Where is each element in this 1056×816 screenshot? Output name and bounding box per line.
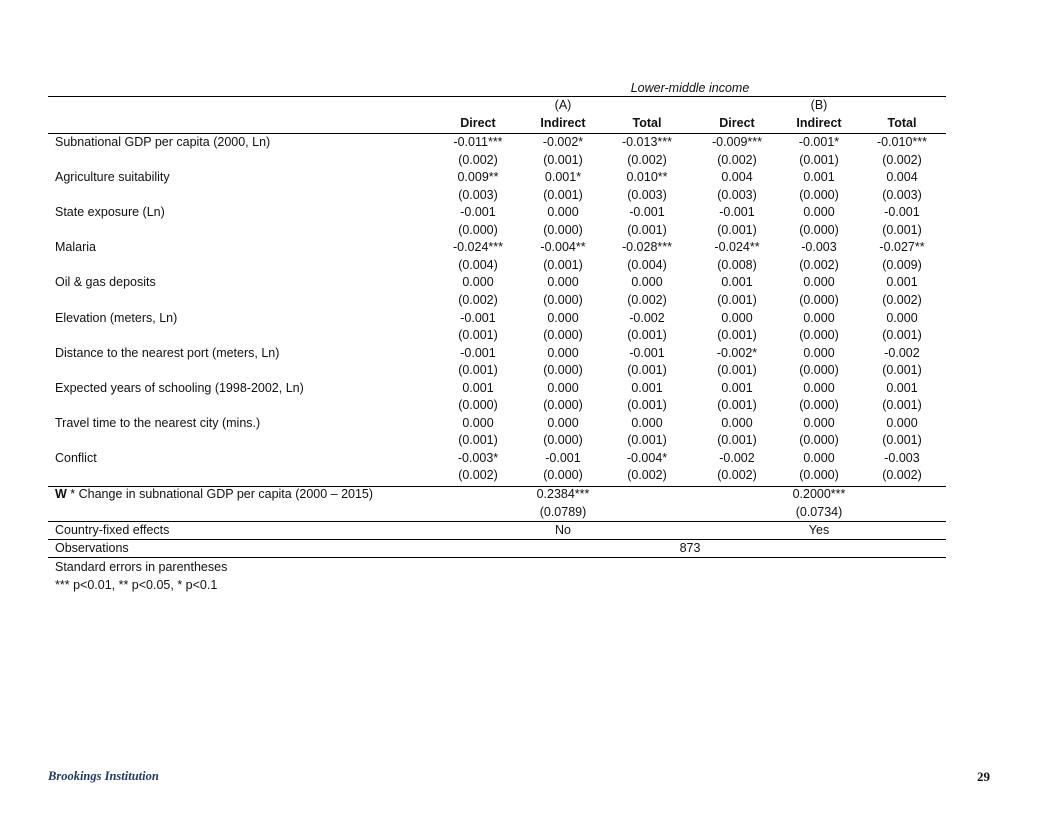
standard-error-cell: (0.002) (882, 152, 922, 167)
coefficient-cell: 0.000 (803, 310, 835, 325)
variable-label: Elevation (meters, Ln) (55, 310, 178, 325)
standard-error-cell: (0.001) (882, 328, 922, 342)
coefficient-cell: 0.000 (547, 345, 579, 360)
standard-error-cell: (0.001) (458, 328, 498, 342)
column-header: Total (887, 116, 917, 130)
w-row-text: * Change in subnational GDP per capita (2000 – 2015) (66, 487, 374, 501)
w-coef-b: 0.2000*** (792, 487, 846, 501)
coefficient-cell: 0.010** (626, 170, 668, 185)
standard-error-cell: (0.002) (458, 152, 498, 167)
variable-label: State exposure (Ln) (55, 205, 165, 220)
standard-error-cell: (0.001) (627, 328, 667, 342)
variable-label: Agriculture suitability (55, 170, 170, 185)
standard-error-cell: (0.001) (717, 433, 757, 448)
coefficient-cell: -0.001 (629, 205, 665, 220)
standard-error-cell: (0.001) (882, 433, 922, 448)
w-se-a: (0.0789) (539, 504, 587, 519)
coefficient-cell: -0.011*** (453, 135, 503, 149)
coefficient-cell: 0.000 (547, 275, 579, 290)
coefficient-cell: 0.001 (886, 380, 918, 395)
standard-error-cell: (0.002) (458, 292, 498, 307)
coefficient-cell: -0.028*** (621, 240, 673, 255)
coefficient-cell: 0.000 (886, 415, 918, 430)
standard-error-cell: (0.000) (799, 328, 839, 342)
standard-error-cell: (0.000) (543, 328, 583, 342)
coefficient-cell: -0.009*** (711, 135, 763, 149)
standard-error-cell: (0.001) (458, 363, 498, 378)
coefficient-cell: -0.001 (719, 205, 755, 220)
standard-error-cell: (0.000) (799, 468, 839, 483)
coefficient-cell: 0.000 (803, 205, 835, 220)
variable-label: Expected years of schooling (1998-2002, Ln) (55, 380, 304, 395)
variable-label: Oil & gas deposits (55, 275, 156, 290)
w-row-label (55, 486, 435, 504)
column-header: Indirect (796, 116, 842, 130)
standard-error-cell: (0.001) (799, 152, 839, 167)
column-header: Total (632, 116, 662, 130)
coefficient-cell: -0.027** (879, 240, 925, 255)
coefficient-cell: 0.004 (721, 170, 753, 185)
variable-label: Distance to the nearest port (meters, Ln) (55, 345, 280, 360)
standard-error-cell: (0.001) (882, 222, 922, 237)
standard-error-cell: (0.004) (627, 257, 667, 272)
coefficient-cell: 0.000 (547, 415, 579, 430)
standard-error-cell: (0.004) (458, 257, 498, 272)
coefficient-cell: -0.003 (884, 450, 920, 465)
standard-error-cell: (0.001) (717, 222, 757, 237)
coefficient-cell: -0.001 (884, 205, 920, 220)
coefficient-cell: 0.001 (803, 170, 835, 185)
standard-error-cell: (0.000) (799, 222, 839, 237)
coefficient-cell: 0.001 (886, 275, 918, 290)
coefficient-cell: -0.002 (629, 310, 665, 325)
column-header: Direct (719, 116, 755, 130)
standard-error-cell: (0.002) (458, 468, 498, 483)
panel-a-label: (A) (554, 98, 572, 112)
standard-error-cell: (0.003) (717, 187, 757, 202)
coefficient-cell: -0.001 (460, 345, 496, 360)
standard-error-cell: (0.000) (543, 363, 583, 378)
coefficient-cell: 0.004 (886, 170, 918, 185)
w-se-b: (0.0734) (795, 504, 843, 519)
coefficient-cell: -0.002* (716, 345, 758, 360)
coefficient-cell: -0.003* (457, 450, 499, 465)
standard-error-cell: (0.001) (717, 328, 757, 342)
coefficient-cell: 0.000 (886, 310, 918, 325)
coefficient-cell: -0.003 (801, 240, 837, 255)
coefficient-cell: 0.000 (462, 275, 494, 290)
standard-error-cell: (0.000) (543, 292, 583, 307)
standard-error-cell: (0.001) (882, 363, 922, 378)
page-number: 29 (977, 769, 990, 784)
coefficient-cell: -0.002 (719, 450, 755, 465)
fixed-effects-a: No (555, 523, 571, 537)
coefficient-cell: 0.001 (721, 380, 753, 395)
variable-label: Conflict (55, 450, 97, 465)
standard-error-cell: (0.001) (458, 433, 498, 448)
coefficient-cell: 0.000 (803, 380, 835, 395)
panel-b-label: (B) (810, 98, 828, 112)
coefficient-cell: -0.002 (884, 345, 920, 360)
standard-error-cell: (0.001) (543, 152, 583, 167)
standard-error-cell: (0.001) (627, 398, 667, 413)
coefficient-cell: -0.001* (798, 135, 840, 149)
observations-label: Observations (55, 541, 129, 555)
standard-error-cell: (0.009) (882, 257, 922, 272)
variable-label: Malaria (55, 240, 96, 255)
w-symbol: W (55, 487, 67, 501)
coefficient-cell: 0.000 (462, 415, 494, 430)
coefficient-cell: -0.004** (540, 240, 586, 255)
coefficient-cell: -0.010*** (876, 135, 928, 149)
variable-label: Travel time to the nearest city (mins.) (55, 415, 261, 430)
table-title: Lower-middle income (630, 81, 750, 95)
standard-error-cell: (0.000) (799, 292, 839, 307)
standard-error-cell: (0.000) (543, 433, 583, 448)
coefficient-cell: 0.001 (631, 380, 663, 395)
standard-error-cell: (0.000) (458, 222, 498, 237)
fixed-effects-label: Country-fixed effects (55, 523, 170, 537)
standard-error-cell: (0.001) (543, 257, 583, 272)
standard-error-cell: (0.000) (799, 433, 839, 448)
coefficient-cell: 0.001 (721, 275, 753, 290)
coefficient-cell: 0.000 (631, 275, 663, 290)
standard-error-cell: (0.001) (882, 398, 922, 413)
footnote-se: Standard errors in parentheses (55, 560, 228, 574)
coefficient-cell: -0.004* (626, 450, 668, 465)
standard-error-cell: (0.000) (543, 398, 583, 413)
standard-error-cell: (0.003) (627, 187, 667, 202)
standard-error-cell: (0.002) (627, 152, 667, 167)
standard-error-cell: (0.000) (458, 398, 498, 413)
coefficient-cell: -0.001 (629, 345, 665, 360)
fixed-effects-b: Yes (808, 523, 830, 537)
standard-error-cell: (0.001) (717, 363, 757, 378)
brand-footer: Brookings Institution (48, 769, 159, 783)
column-header: Indirect (540, 116, 586, 130)
standard-error-cell: (0.001) (627, 433, 667, 448)
standard-error-cell: (0.001) (627, 363, 667, 378)
coefficient-cell: -0.002* (542, 135, 584, 149)
column-header: Direct (460, 116, 496, 130)
standard-error-cell: (0.001) (627, 222, 667, 237)
coefficient-cell: 0.000 (547, 205, 579, 220)
coefficient-cell: 0.001* (544, 170, 582, 185)
footnote-significance: *** p<0.01, ** p<0.05, * p<0.1 (55, 578, 218, 592)
coefficient-cell: -0.024*** (452, 240, 504, 255)
observations-value: 873 (679, 541, 701, 555)
coefficient-cell: -0.001 (460, 310, 496, 325)
coefficient-cell: 0.000 (721, 310, 753, 325)
coefficient-cell: 0.000 (721, 415, 753, 430)
standard-error-cell: (0.008) (717, 257, 757, 272)
standard-error-cell: (0.000) (799, 363, 839, 378)
coefficient-cell: -0.001 (460, 205, 496, 220)
standard-error-cell: (0.000) (543, 468, 583, 483)
variable-label: Subnational GDP per capita (2000, Ln) (55, 135, 271, 149)
standard-error-cell: (0.000) (799, 398, 839, 413)
standard-error-cell: (0.002) (717, 468, 757, 483)
coefficient-cell: 0.000 (803, 345, 835, 360)
standard-error-cell: (0.002) (799, 257, 839, 272)
coefficient-cell: 0.009** (457, 170, 499, 185)
standard-error-cell: (0.002) (627, 468, 667, 483)
standard-error-cell: (0.001) (543, 187, 583, 202)
standard-error-cell: (0.002) (627, 292, 667, 307)
coefficient-cell: -0.001 (545, 450, 581, 465)
standard-error-cell: (0.002) (882, 292, 922, 307)
standard-error-cell: (0.000) (799, 187, 839, 202)
standard-error-cell: (0.001) (717, 292, 757, 307)
standard-error-cell: (0.000) (543, 222, 583, 237)
coefficient-cell: -0.024** (714, 240, 760, 255)
coefficient-cell: 0.000 (631, 415, 663, 430)
standard-error-cell: (0.001) (717, 398, 757, 413)
coefficient-cell: 0.000 (547, 380, 579, 395)
w-coef-a: 0.2384*** (536, 487, 590, 501)
coefficient-cell: 0.000 (803, 275, 835, 290)
standard-error-cell: (0.003) (458, 187, 498, 202)
coefficient-cell: 0.000 (803, 415, 835, 430)
coefficient-cell: 0.000 (803, 450, 835, 465)
coefficient-cell: 0.001 (462, 380, 494, 395)
standard-error-cell: (0.002) (882, 468, 922, 483)
coefficient-cell: 0.000 (547, 310, 579, 325)
standard-error-cell: (0.002) (717, 152, 757, 167)
coefficient-cell: -0.013*** (621, 135, 673, 149)
standard-error-cell: (0.003) (882, 187, 922, 202)
